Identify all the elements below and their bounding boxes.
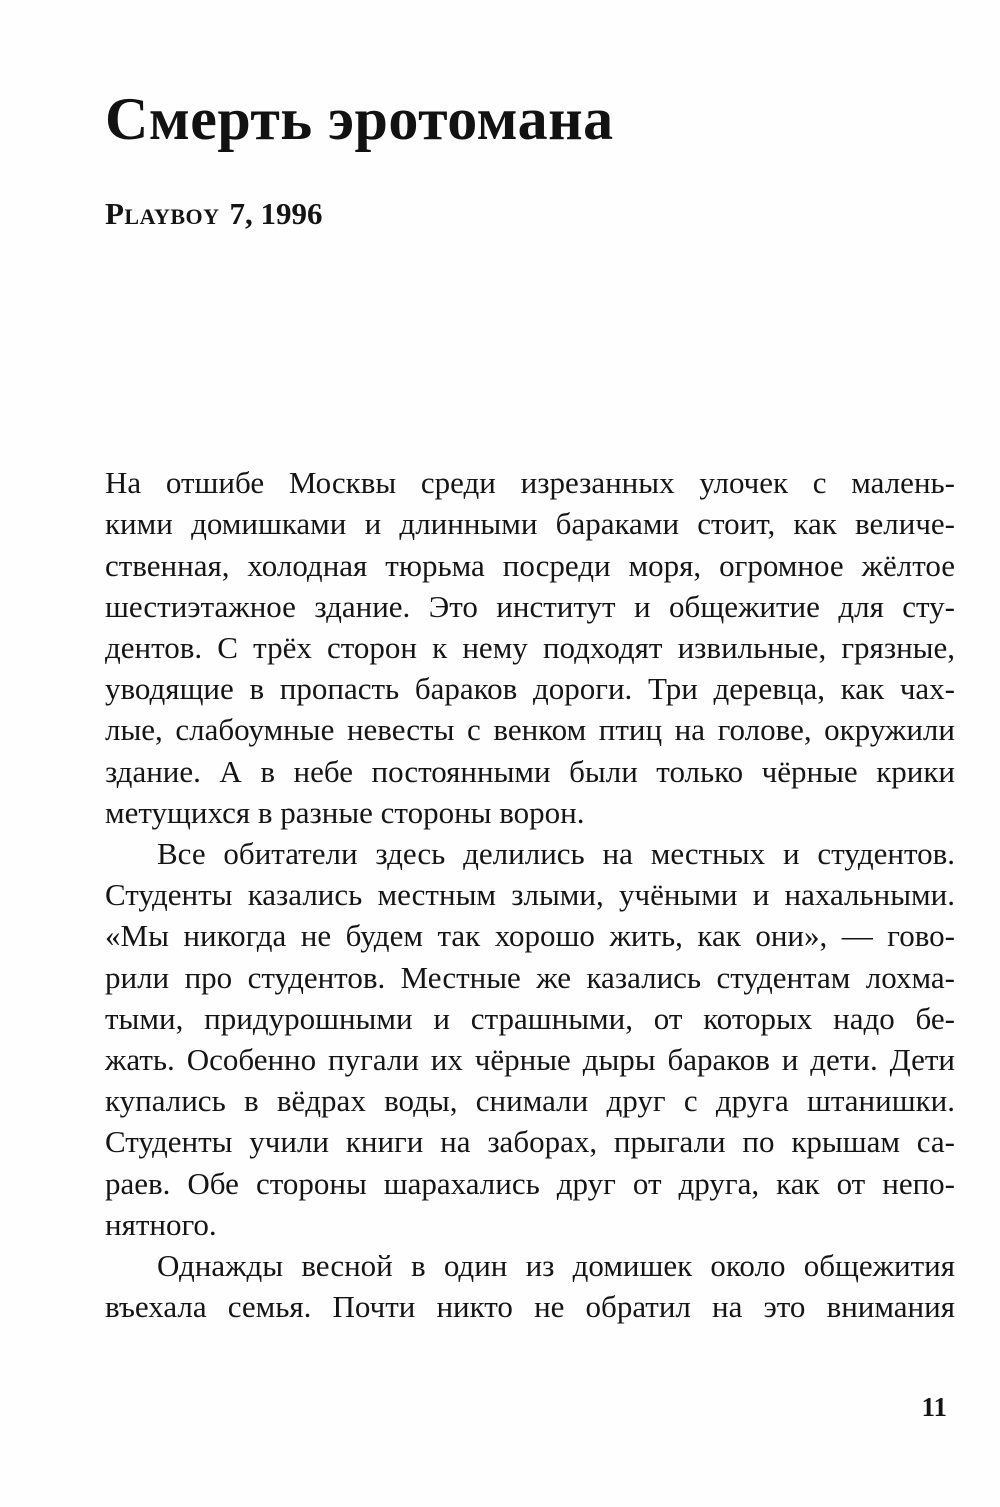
text-line: кими домишками и длинными бараками стоит, как величе- <box>105 506 955 542</box>
text-line: купались в вёдрах воды, снимали друг с друга штанишки. <box>105 1083 955 1119</box>
text-line: здание. А в небе постоянными были только чёрные крики <box>105 753 955 789</box>
source-magazine: Playboy <box>105 196 220 232</box>
text-line: жать. Особенно пугали их чёрные дыры бараков и дети. Дети <box>105 1042 955 1078</box>
text-line: въехала семья. Почти никто не обратил на это внимания <box>105 1289 955 1325</box>
text-line: тыми, придурошными и страшными, от которых надо бе- <box>105 1000 955 1036</box>
text-line: Однажды весной в один из домишек около общежития <box>157 1248 955 1284</box>
text-line: уводящие в пропасть бараков дороги. Три деревца, как чах- <box>105 671 955 707</box>
text-line: На отшибе Москвы среди изрезанных улочек с малень- <box>105 465 955 501</box>
page-title: Смерть эротомана <box>105 86 614 152</box>
text-line: ственная, холодная тюрьма посреди моря, огромное жёлтое <box>105 547 955 583</box>
page-number: 11 <box>921 1392 947 1422</box>
text-line: дентов. С трёх сторон к нему подходят извильные, грязные, <box>105 630 955 665</box>
text-line: шестиэтажное здание. Это институт и общежитие для сту- <box>105 588 955 624</box>
article-source <box>105 194 955 234</box>
text-line: Все обитатели здесь делились на местных и студентов. <box>157 836 955 872</box>
text-line: «Мы никогда не будем так хорошо жить, как они», — гово- <box>105 918 955 954</box>
body-text <box>105 462 955 1327</box>
text-line: метущихся в разные стороны ворон. <box>105 794 585 830</box>
text-line: нятного. <box>105 1206 217 1242</box>
text-line: рили про студентов. Местные же казались студентам лохма- <box>105 959 955 995</box>
text-line: лые, слабоумные невесты с венком птиц на голове, окружили <box>105 712 955 748</box>
source-issue: 7, 1996 <box>229 196 323 232</box>
page-content <box>105 0 955 1327</box>
text-line: раев. Обе стороны шарахались друг от друга, как от непо- <box>105 1165 955 1201</box>
text-line: Студенты учили книги на заборах, прыгали по крышам са- <box>105 1124 955 1160</box>
text-line: Студенты казались местным злыми, учёными и нахальными. <box>105 877 955 913</box>
